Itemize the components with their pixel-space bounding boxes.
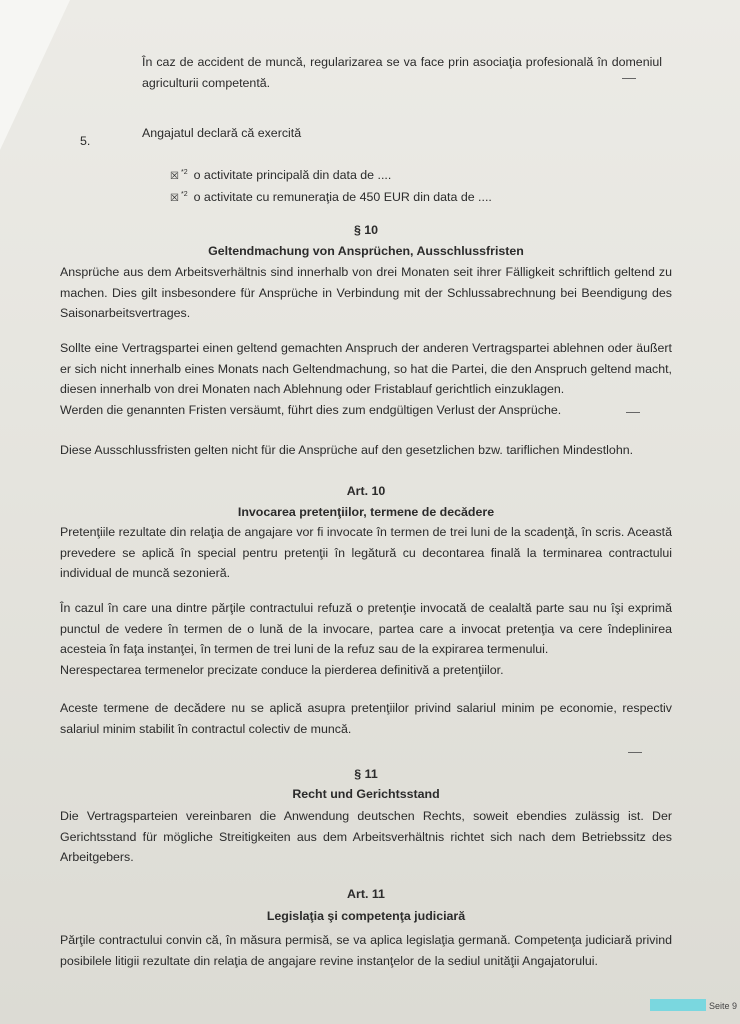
paragraph-accident: În caz de accident de muncă, regularizarea se va face prin asociaţia profesională în domeniul agriculturii competentă. [142, 55, 662, 90]
article-10-paragraph-4: Aceste termene de decădere nu se aplică asupra pretenţiilor privind salariul minim pe economie, respectiv salariul minim stabilit în contractul colectiv de muncă. [60, 701, 672, 736]
checkbox-icon[interactable]: ☒ [170, 193, 179, 205]
page-number: Seite 9 [709, 1001, 738, 1011]
footnote-marker: *2 [180, 169, 188, 176]
section-11-number: § 11 [354, 767, 378, 781]
section-10-paragraph-4: Diese Ausschlussfristen gelten nicht für die Ansprüche auf den gesetzlichen bzw. tariflichen Mindestlohn. [60, 443, 634, 457]
item-5-number: 5. [80, 134, 91, 148]
option-450-eur [170, 185, 492, 210]
section-10-paragraph-3: Werden die genannten Fristen versäumt, führt dies zum endgültigen Verlust der Ansprüche. [60, 403, 562, 417]
pen-mark [622, 78, 636, 79]
article-11-paragraph-1: Părţile contractului convin că, în măsura permisă, se va aplica legislaţia germană. Competenţa judiciară privind posibilele litigii rezultate din relaţia de angajare revine instanţelor de la sediul unităţii Angajatorului. [60, 933, 672, 968]
section-10-paragraph-2: Sollte eine Vertragspartei einen geltend gemachten Anspruch der anderen Vertragspartei ablehnen oder äußert er sich nicht innerhalb eines Monats nach Geltendmachung, so hat die Partei, die den Anspruch geltend macht, diesen innerhalb von drei Monaten nach Ablehnung oder Fristablauf gerichtlich einzuklagen. [60, 341, 672, 396]
section-10-title: Geltendmachung von Ansprüchen, Ausschlussfristen [208, 244, 524, 258]
article-11-number: Art. 11 [347, 887, 385, 901]
article-10-number: Art. 10 [346, 484, 386, 498]
item-5-text: Angajatul declară că exercită [142, 126, 302, 140]
pen-mark [628, 752, 642, 753]
option-main-activity [170, 163, 391, 188]
option-label: o activitate principală din data de .... [193, 168, 392, 183]
article-10-paragraph-1: Pretenţiile rezultate din relaţia de angajare vor fi invocate în termen de trei luni de la scadenţă, în scris. Această prevedere se aplică în special pentru pretenţii în legătură cu decontarea finală la terminarea contractului individual de muncă sezonieră. [60, 525, 672, 580]
redaction-block [650, 999, 706, 1011]
footnote-marker: *2 [180, 191, 188, 198]
page-fold-shadow [0, 0, 70, 150]
pen-mark [626, 412, 640, 413]
section-10-paragraph-1: Ansprüche aus dem Arbeitsverhältnis sind innerhalb von drei Monaten seit ihrer Fälligkeit schriftlich geltend zu machen. Dies gilt insbesondere für Ansprüche in Verbindung mit der Schlussabrechnung bei Beendigung des Saisonarbeitsvertrages. [60, 265, 672, 320]
section-11-title: Recht und Gerichtsstand [292, 787, 440, 801]
section-11-paragraph-1: Die Vertragsparteien vereinbaren die Anwendung deutschen Rechts, soweit ebendies zulässig ist. Der Gerichtsstand für mögliche Streitigkeiten aus dem Arbeitsverhältnis richtet sich nach dem Betriebssitz des Arbeitgebers. [60, 809, 672, 864]
checkbox-icon[interactable]: ☒ [170, 171, 179, 183]
article-10-title: Invocarea pretenţiilor, termene de decădere [237, 505, 495, 519]
option-label: o activitate cu remuneraţia de 450 EUR din data de .... [193, 190, 492, 205]
article-10-paragraph-2: În cazul în care una dintre părţile contractului refuză o pretenţie invocată de cealaltă parte sau nu îşi exprimă punctul de vedere în termen de o lună de la invocare, partea care a invocat pretenţia va cere îndeplinirea acesteia în faţa instanţei, în termen de trei luni de la refuz sau de la expirarea termenului. [60, 601, 672, 656]
article-10-paragraph-3: Nerespectarea termenelor precizate conduce la pierderea definitivă a pretenţiilor. [60, 663, 504, 677]
article-11-title: Legislaţia şi competenţa judiciară [266, 909, 466, 923]
section-10-number: § 10 [353, 223, 379, 237]
